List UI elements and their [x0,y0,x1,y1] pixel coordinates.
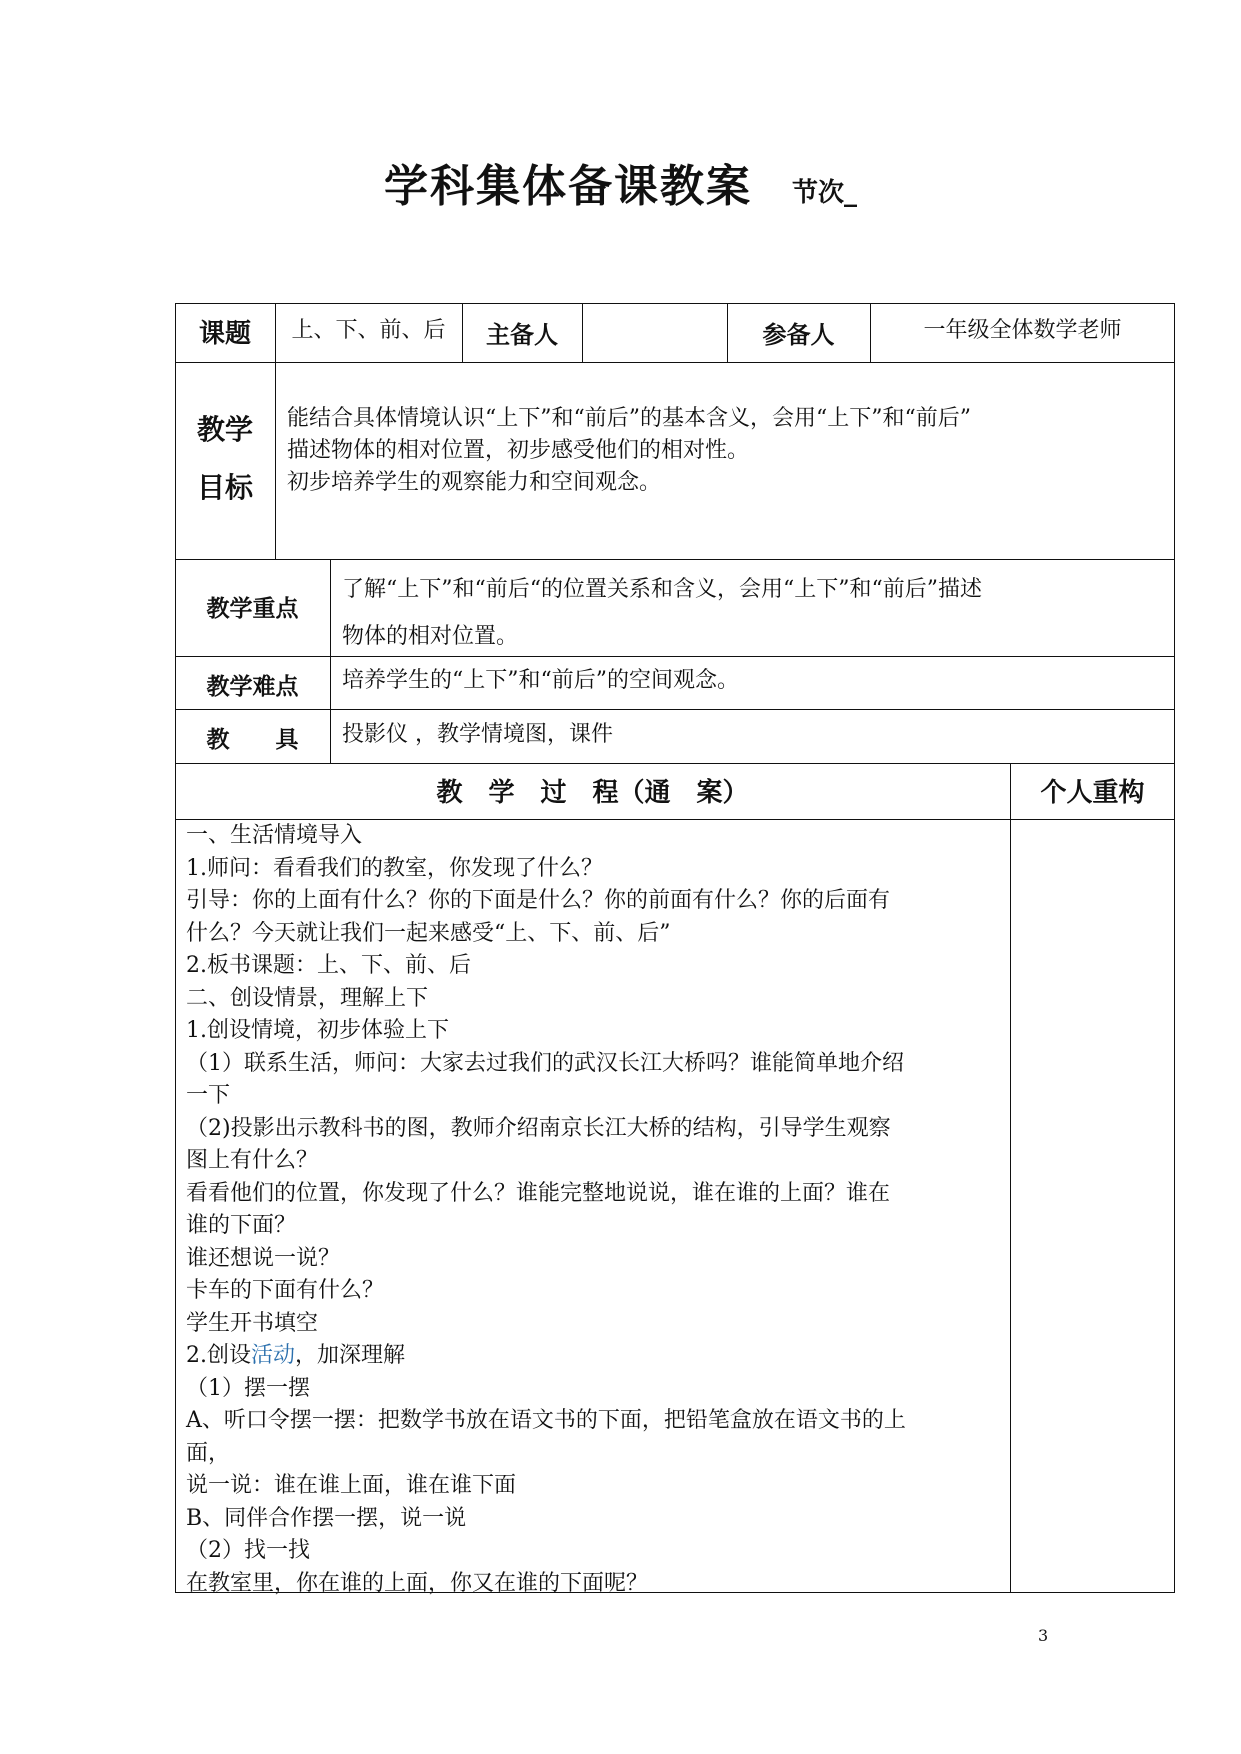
process-line: （2)投影出示教科书的图，教师介绍南京长江大桥的结构，引导学生观察 [186,1115,891,1141]
tools-text: 投影仪 ，教学情境图，课件 [342,722,613,747]
key-points-text [342,560,1167,656]
process-line: 面， [186,1440,231,1466]
process-line: 说一说：谁在谁上面，谁在谁下面 [186,1473,517,1498]
lead-value [582,303,727,362]
document-title [0,150,1241,214]
process-line: （2）找一找 [186,1538,310,1563]
process-line: A、听口令摆一摆：把数学书放在语文书的下面，把铅笔盒放在语文书的上 [186,1408,906,1433]
participants-label: 参备人 [762,320,835,349]
process-line: 谁还想说一说？ [186,1245,341,1271]
objectives-label-line1: 教学 [196,413,253,446]
process-line: 什么？今天就让我们一起来感受“上、下、前、后” [186,920,671,946]
process-line: B、同伴合作摆一摆，说一说 [186,1505,467,1531]
process-line: 引导：你的上面有什么？你的下面是什么？你的前面有什么？你的后面有 [186,888,891,913]
process-line: 谁的下面？ [186,1213,297,1238]
process-header: 教 学 过 程（通 案） [436,778,749,808]
process-line: （1）联系生活，师问：大家去过我们的武汉长江大桥吗？谁能简单地介绍 [186,1050,904,1076]
topic-value: 上、下、前、后 [291,318,446,343]
title-section-number: 节次_ [791,178,857,208]
key-points-row [175,559,1175,656]
objective-line: 能结合具体情境认识“上下”和“前后”的基本含义，会用“上下”和“前后” [287,406,971,431]
objectives-text [287,363,1167,559]
process-line: 在教室里，你在谁的上面，你又在谁的下面呢？ [186,1570,649,1596]
process-line: 卡车的下面有什么？ [186,1278,385,1303]
difficulties-label: 教学难点 [206,673,299,700]
process-line: 图上有什么？ [186,1148,319,1173]
process-line: 2.板书课题：上、下、前、后 [186,953,471,978]
process-line: 学生开书填空 [186,1310,319,1336]
process-line: 一、生活情境导入 [186,823,363,848]
difficulties-row [175,656,1175,709]
page-number: 3 [1038,1626,1049,1645]
process-line: （1）摆一摆 [186,1375,310,1401]
process-header-row [175,763,1175,819]
title-main: 学科集体备课教案 [383,161,752,212]
objective-line: 描述物体的相对位置，初步感受他们的相对性。 [287,438,750,463]
process-line: 二、创设情景，理解上下 [186,985,429,1011]
process-line [186,1340,1006,1373]
process-line: 1.创设情境，初步体验上下 [186,1018,449,1043]
key-point-line: 物体的相对位置。 [342,624,519,649]
process-line-prefix: 2.创设 [186,1343,251,1368]
process-line: 一下 [186,1083,231,1108]
process-content-row [175,819,1175,1596]
objectives-row [175,362,1175,559]
tools-label: 教 具 [206,726,299,753]
key-points-label: 教学重点 [206,595,299,622]
personal-rebuild-cell[interactable] [1010,820,1175,1593]
activity-link[interactable]: 活动 [251,1343,296,1368]
difficulties-text: 培养学生的“上下”和“前后”的空间观念。 [342,668,739,693]
process-content [186,820,1006,1596]
objective-line: 初步培养学生的观察能力和空间观念。 [287,470,662,495]
process-line: 看看他们的位置，你发现了什么？谁能完整地说说，谁在谁的上面？谁在 [186,1180,891,1206]
objectives-label [175,363,275,559]
personal-rebuild-header: 个人重构 [1040,778,1145,808]
topic-label: 课题 [198,319,251,349]
process-line: 1.师问：看看我们的教室，你发现了什么？ [186,855,603,881]
objectives-label-line2: 目标 [196,471,253,504]
key-point-line: 了解“上下”和“前后“的位置关系和含义，会用“上下”和“前后”描述 [342,577,982,602]
header-row [175,303,1175,362]
lead-label: 主备人 [486,320,558,349]
participants-value: 一年级全体数学老师 [923,318,1122,343]
tools-row [175,709,1175,763]
process-line-suffix: ，加深理解 [295,1343,406,1368]
